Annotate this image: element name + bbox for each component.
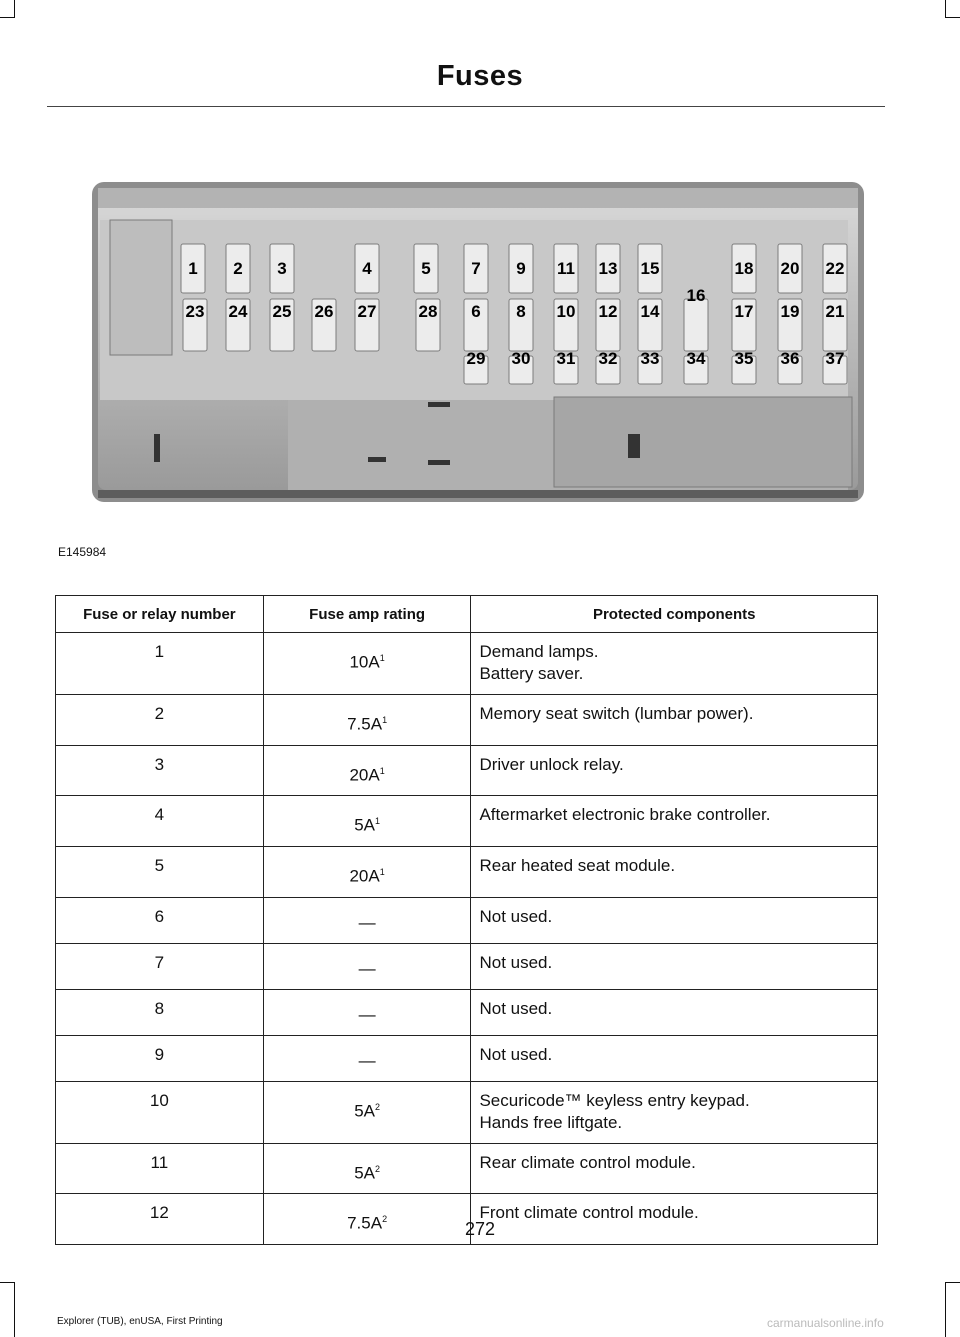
table-row bbox=[56, 846, 878, 897]
fuse-number-label: 13 bbox=[598, 259, 618, 278]
amp-rating-cell bbox=[263, 796, 471, 847]
protected-components-cell bbox=[471, 1081, 878, 1143]
fuse-number-label: 19 bbox=[780, 302, 800, 321]
fuse-number-label: 3 bbox=[277, 259, 287, 278]
fuse-number-cell: 1 bbox=[56, 633, 264, 695]
fuse-number-label: 29 bbox=[466, 349, 486, 368]
fuse-number-cell: 5 bbox=[56, 846, 264, 897]
protected-components-cell bbox=[471, 1035, 878, 1081]
footnote-marker: 2 bbox=[374, 1101, 380, 1112]
fuse-number-label: 25 bbox=[272, 302, 292, 321]
fuse-number-label: 26 bbox=[314, 302, 334, 321]
component-line: Aftermarket electronic brake controller. bbox=[479, 805, 771, 825]
fuse-number-label: 1 bbox=[188, 259, 198, 278]
fuse-number-label: 30 bbox=[511, 349, 531, 368]
component-line: Rear heated seat module. bbox=[479, 855, 676, 875]
fuse-number-label: 10 bbox=[556, 302, 576, 321]
fuse-number-label: 27 bbox=[357, 302, 377, 321]
component-line: Front climate control module. bbox=[479, 1203, 699, 1223]
table-row bbox=[56, 695, 878, 746]
fuse-number-cell: 4 bbox=[56, 796, 264, 847]
fuse-number-label: 12 bbox=[598, 302, 618, 321]
amp-rating-cell bbox=[263, 897, 471, 943]
fuse-number-cell: 8 bbox=[56, 989, 264, 1035]
component-line: Battery saver. bbox=[479, 664, 584, 683]
fuse-number-cell: 3 bbox=[56, 745, 264, 796]
component-line: Not used. bbox=[479, 906, 553, 926]
footnote-marker: 1 bbox=[379, 765, 385, 776]
fuse-number-label: 8 bbox=[516, 302, 526, 321]
amp-rating-value: 7.5A bbox=[347, 1213, 383, 1233]
table-row bbox=[56, 943, 878, 989]
amp-rating-value: 20A bbox=[349, 866, 380, 886]
fuse-number-label: 5 bbox=[421, 259, 431, 278]
fuse-number-cell: 2 bbox=[56, 695, 264, 746]
amp-rating-cell bbox=[263, 745, 471, 796]
page-title: Fuses bbox=[436, 60, 524, 92]
fuse-number-label: 7 bbox=[471, 259, 481, 278]
watermark: carmanualsonline.info bbox=[767, 1316, 884, 1330]
crop-mark bbox=[14, 0, 15, 18]
amp-rating-cell bbox=[263, 989, 471, 1035]
footnote-marker: 1 bbox=[379, 653, 385, 663]
amp-rating-cell bbox=[263, 633, 471, 695]
protected-components-cell bbox=[471, 1143, 878, 1194]
component-line: Rear climate control module. bbox=[479, 1152, 696, 1172]
protected-components-cell bbox=[471, 633, 878, 695]
crop-mark bbox=[945, 0, 946, 18]
amp-rating-cell bbox=[263, 1081, 471, 1143]
fuse-number-label: 14 bbox=[640, 302, 660, 321]
table-row bbox=[56, 633, 878, 695]
table-row bbox=[56, 989, 878, 1035]
component-line: Demand lamps. bbox=[479, 642, 599, 661]
fuse-number-label: 15 bbox=[640, 259, 660, 278]
fuse-number-cell: 10 bbox=[56, 1081, 264, 1143]
amp-rating-cell bbox=[263, 846, 471, 897]
table-row bbox=[56, 897, 878, 943]
table-row bbox=[56, 745, 878, 796]
fuse-number-label: 31 bbox=[556, 349, 576, 368]
fuse-table bbox=[55, 595, 878, 1245]
table-row bbox=[56, 1143, 878, 1194]
component-line: Securicode™ keyless entry keypad. bbox=[479, 1090, 750, 1110]
column-header-amp-rating: Fuse amp rating bbox=[263, 596, 471, 633]
table-row bbox=[56, 1081, 878, 1143]
fuse-number-label: 17 bbox=[734, 302, 754, 321]
crop-mark bbox=[0, 17, 15, 18]
protected-components-cell bbox=[471, 796, 878, 847]
fuse-slot bbox=[684, 299, 708, 351]
fuse-panel-diagram bbox=[88, 172, 868, 512]
footnote-marker: 1 bbox=[382, 715, 388, 725]
footnote-marker: 1 bbox=[379, 866, 385, 877]
fuse-number-label: 23 bbox=[185, 302, 205, 321]
fuse-number-label: 4 bbox=[362, 259, 372, 278]
table-row bbox=[56, 796, 878, 847]
component-line: Not used. bbox=[479, 1044, 553, 1064]
crop-mark bbox=[945, 1282, 946, 1337]
header-rule bbox=[47, 106, 885, 107]
amp-rating-value: 5A bbox=[354, 1101, 375, 1121]
component-line: Not used. bbox=[479, 998, 553, 1018]
footnote-marker: 2 bbox=[382, 1214, 388, 1225]
fuse-number-label: 33 bbox=[640, 349, 660, 368]
fuse-number-label: 20 bbox=[780, 259, 800, 278]
component-line: Hands free liftgate. bbox=[479, 1112, 623, 1132]
figure-id: E145984 bbox=[58, 545, 107, 559]
amp-rating-cell bbox=[263, 1143, 471, 1194]
fuse-number-label: 2 bbox=[233, 259, 243, 278]
protected-components-cell bbox=[471, 989, 878, 1035]
fuse-number-label: 16 bbox=[686, 286, 706, 305]
crop-mark bbox=[14, 1282, 15, 1337]
amp-rating-value: — bbox=[358, 958, 376, 978]
amp-rating-value: 5A bbox=[354, 1163, 375, 1183]
amp-rating-value: 20A bbox=[349, 765, 380, 785]
protected-components-cell bbox=[471, 846, 878, 897]
table-header-row bbox=[56, 596, 878, 633]
fuse-number-label: 11 bbox=[557, 259, 575, 278]
fuse-number-cell: 12 bbox=[56, 1194, 264, 1245]
footnote-marker: 2 bbox=[374, 1163, 380, 1174]
amp-rating-cell bbox=[263, 943, 471, 989]
fuse-number-label: 22 bbox=[825, 259, 845, 278]
column-header-fuse-number: Fuse or relay number bbox=[56, 596, 264, 633]
amp-rating-value: — bbox=[358, 912, 376, 932]
crop-mark bbox=[0, 1282, 15, 1283]
footer-text: Explorer (TUB), enUSA, First Printing bbox=[57, 1316, 223, 1327]
crop-mark bbox=[945, 1282, 960, 1283]
fuse-number-cell: 7 bbox=[56, 943, 264, 989]
amp-rating-value: 5A bbox=[354, 815, 375, 835]
amp-rating-value: — bbox=[358, 1050, 376, 1070]
fuse-number-label: 32 bbox=[598, 349, 618, 368]
table-row bbox=[56, 1035, 878, 1081]
protected-components-cell bbox=[471, 695, 878, 746]
protected-components-cell bbox=[471, 943, 878, 989]
fuse-number-label: 34 bbox=[686, 349, 706, 368]
fuse-number-cell: 9 bbox=[56, 1035, 264, 1081]
fuse-number-label: 18 bbox=[734, 259, 754, 278]
fuse-number-label: 37 bbox=[825, 349, 845, 368]
fuse-number-label: 9 bbox=[516, 259, 526, 278]
fuse-number-cell: 6 bbox=[56, 897, 264, 943]
fuse-number-label: 21 bbox=[825, 302, 845, 321]
fuse-number-label: 28 bbox=[418, 302, 438, 321]
amp-rating-value: 7.5A bbox=[347, 714, 383, 734]
amp-rating-cell bbox=[263, 1035, 471, 1081]
fuse-number-label: 24 bbox=[228, 302, 248, 321]
column-header-protected-components: Protected components bbox=[471, 596, 878, 633]
component-line: Driver unlock relay. bbox=[479, 754, 624, 774]
amp-rating-cell bbox=[263, 695, 471, 746]
crop-mark bbox=[945, 17, 960, 18]
page-number: 272 bbox=[464, 1219, 496, 1239]
amp-rating-value: — bbox=[358, 1004, 376, 1024]
fuse-number-label: 6 bbox=[471, 302, 481, 321]
component-line: Not used. bbox=[479, 952, 553, 972]
fuse-number-label: 36 bbox=[780, 349, 800, 368]
protected-components-cell bbox=[471, 745, 878, 796]
fuse-number-cell: 11 bbox=[56, 1143, 264, 1194]
fuse-number-label: 35 bbox=[734, 349, 754, 368]
protected-components-cell bbox=[471, 897, 878, 943]
amp-rating-value: 10A bbox=[349, 652, 380, 672]
footnote-marker: 1 bbox=[374, 816, 380, 827]
component-line: Memory seat switch (lumbar power). bbox=[479, 704, 754, 723]
